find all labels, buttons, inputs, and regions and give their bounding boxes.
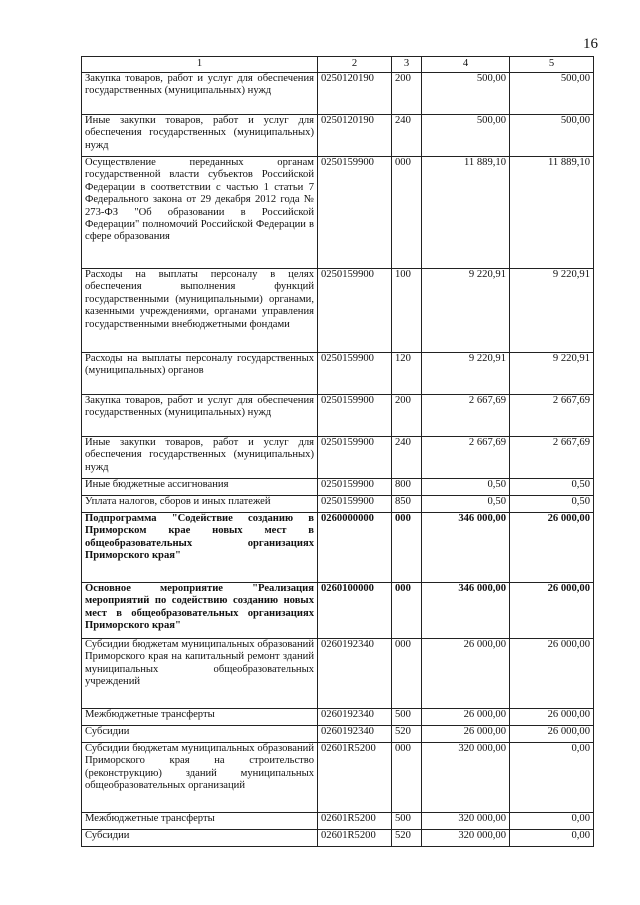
row-name-cell: Межбюджетные трансферты — [82, 709, 318, 726]
row-code-cell: 0260000000 — [318, 513, 392, 583]
row-name-cell: Осуществление переданных органам государственной власти субъектов Российской Федерации в соответствии с частью 1 статьи 7 Федерального закона от 29 декабря 2012 года № 273-ФЗ "Об образовании в Российской Федерации" полномочий Российской Федерации в сфере образования — [82, 157, 318, 269]
row-value-4-cell: 9 220,91 — [422, 269, 510, 353]
row-code-cell: 0260192340 — [318, 709, 392, 726]
row-name-cell: Расходы на выплаты персоналу государственных (муниципальных) органов — [82, 353, 318, 395]
table-row — [82, 479, 594, 496]
row-value-5-cell: 9 220,91 — [510, 353, 594, 395]
row-name-cell: Субсидии — [82, 830, 318, 847]
row-value-5-cell: 500,00 — [510, 115, 594, 157]
row-name-cell: Закупка товаров, работ и услуг для обеспечения государственных (муниципальных) нужд — [82, 395, 318, 437]
row-value-4-cell: 0,50 — [422, 479, 510, 496]
row-type-cell: 240 — [392, 437, 422, 479]
row-type-cell: 000 — [392, 583, 422, 639]
table-row — [82, 583, 594, 639]
row-name-cell: Уплата налогов, сборов и иных платежей — [82, 496, 318, 513]
row-code-cell: 0250159900 — [318, 479, 392, 496]
row-value-5-cell: 500,00 — [510, 73, 594, 115]
row-value-5-cell: 2 667,69 — [510, 437, 594, 479]
row-value-4-cell: 500,00 — [422, 115, 510, 157]
row-code-cell: 0250159900 — [318, 437, 392, 479]
budget-table-body — [82, 57, 594, 847]
row-value-5-cell: 26 000,00 — [510, 639, 594, 709]
row-name-cell: Закупка товаров, работ и услуг для обеспечения государственных (муниципальных) нужд — [82, 73, 318, 115]
row-type-cell: 240 — [392, 115, 422, 157]
row-value-4-cell: 500,00 — [422, 73, 510, 115]
row-value-4-cell: 320 000,00 — [422, 743, 510, 813]
column-header-1: 1 — [82, 57, 318, 73]
row-value-4-cell: 26 000,00 — [422, 726, 510, 743]
row-type-cell: 200 — [392, 395, 422, 437]
table-row — [82, 73, 594, 115]
row-name-cell: Расходы на выплаты персоналу в целях обеспечения выполнения функций государственными (муниципальными) органами, казенными учреждениями, органами управления государственными внебюджетными фондами — [82, 269, 318, 353]
table-row — [82, 639, 594, 709]
column-header-4: 4 — [422, 57, 510, 73]
row-type-cell: 000 — [392, 513, 422, 583]
row-value-5-cell: 26 000,00 — [510, 513, 594, 583]
row-value-4-cell: 320 000,00 — [422, 830, 510, 847]
table-row — [82, 726, 594, 743]
row-type-cell: 200 — [392, 73, 422, 115]
row-value-5-cell: 0,00 — [510, 813, 594, 830]
row-value-4-cell: 0,50 — [422, 496, 510, 513]
row-value-5-cell: 0,50 — [510, 496, 594, 513]
row-name-cell: Межбюджетные трансферты — [82, 813, 318, 830]
table-row — [82, 496, 594, 513]
row-code-cell: 02601R5200 — [318, 813, 392, 830]
row-type-cell: 000 — [392, 639, 422, 709]
table-row — [82, 157, 594, 269]
table-row — [82, 743, 594, 813]
row-value-5-cell: 2 667,69 — [510, 395, 594, 437]
row-code-cell: 02601R5200 — [318, 830, 392, 847]
row-type-cell: 100 — [392, 269, 422, 353]
column-header-5: 5 — [510, 57, 594, 73]
row-code-cell: 0250159900 — [318, 395, 392, 437]
row-value-4-cell: 346 000,00 — [422, 513, 510, 583]
row-value-4-cell: 26 000,00 — [422, 639, 510, 709]
row-type-cell: 800 — [392, 479, 422, 496]
row-name-cell: Субсидии бюджетам муниципальных образований Приморского края на капитальный ремонт зданий муниципальных общеобразовательных учреждений — [82, 639, 318, 709]
row-type-cell: 500 — [392, 813, 422, 830]
row-code-cell: 0250159900 — [318, 353, 392, 395]
row-value-5-cell: 26 000,00 — [510, 709, 594, 726]
table-row — [82, 813, 594, 830]
row-value-4-cell: 11 889,10 — [422, 157, 510, 269]
row-type-cell: 000 — [392, 157, 422, 269]
row-value-5-cell: 0,00 — [510, 830, 594, 847]
row-name-cell: Иные закупки товаров, работ и услуг для обеспечения государственных (муниципальных) нужд — [82, 437, 318, 479]
row-code-cell: 0250120190 — [318, 115, 392, 157]
row-type-cell: 850 — [392, 496, 422, 513]
table-row — [82, 513, 594, 583]
row-type-cell: 000 — [392, 743, 422, 813]
table-row — [82, 395, 594, 437]
row-value-5-cell: 26 000,00 — [510, 726, 594, 743]
row-value-5-cell: 0,00 — [510, 743, 594, 813]
column-header-2: 2 — [318, 57, 392, 73]
row-code-cell: 0250159900 — [318, 496, 392, 513]
table-header-row — [82, 57, 594, 73]
row-value-4-cell: 2 667,69 — [422, 395, 510, 437]
row-code-cell: 02601R5200 — [318, 743, 392, 813]
row-value-4-cell: 346 000,00 — [422, 583, 510, 639]
row-value-5-cell: 0,50 — [510, 479, 594, 496]
row-value-4-cell: 26 000,00 — [422, 709, 510, 726]
row-code-cell: 0260100000 — [318, 583, 392, 639]
row-value-5-cell: 26 000,00 — [510, 583, 594, 639]
table-row — [82, 830, 594, 847]
row-type-cell: 120 — [392, 353, 422, 395]
row-code-cell: 0250159900 — [318, 157, 392, 269]
row-value-5-cell: 9 220,91 — [510, 269, 594, 353]
budget-table — [81, 56, 594, 847]
row-name-cell: Подпрограмма "Содействие созданию в Приморском крае новых мест в общеобразовательных организациях Приморского края" — [82, 513, 318, 583]
row-value-4-cell: 9 220,91 — [422, 353, 510, 395]
table-row — [82, 269, 594, 353]
row-name-cell: Иные закупки товаров, работ и услуг для обеспечения государственных (муниципальных) нужд — [82, 115, 318, 157]
row-code-cell: 0250120190 — [318, 73, 392, 115]
table-row — [82, 353, 594, 395]
row-name-cell: Основное мероприятие "Реализация мероприятий по содействию созданию новых мест в общеобразовательных организациях Приморского края" — [82, 583, 318, 639]
row-name-cell: Субсидии — [82, 726, 318, 743]
row-type-cell: 520 — [392, 830, 422, 847]
row-value-4-cell: 320 000,00 — [422, 813, 510, 830]
row-value-4-cell: 2 667,69 — [422, 437, 510, 479]
column-header-3: 3 — [392, 57, 422, 73]
row-code-cell: 0260192340 — [318, 726, 392, 743]
page-number: 16 — [583, 36, 598, 52]
row-type-cell: 520 — [392, 726, 422, 743]
row-code-cell: 0250159900 — [318, 269, 392, 353]
table-row — [82, 115, 594, 157]
row-name-cell: Субсидии бюджетам муниципальных образований Приморского края на строительство (реконструкцию) зданий муниципальных общеобразовательных организаций — [82, 743, 318, 813]
row-type-cell: 500 — [392, 709, 422, 726]
row-code-cell: 0260192340 — [318, 639, 392, 709]
table-row — [82, 709, 594, 726]
row-value-5-cell: 11 889,10 — [510, 157, 594, 269]
row-name-cell: Иные бюджетные ассигнования — [82, 479, 318, 496]
table-row — [82, 437, 594, 479]
